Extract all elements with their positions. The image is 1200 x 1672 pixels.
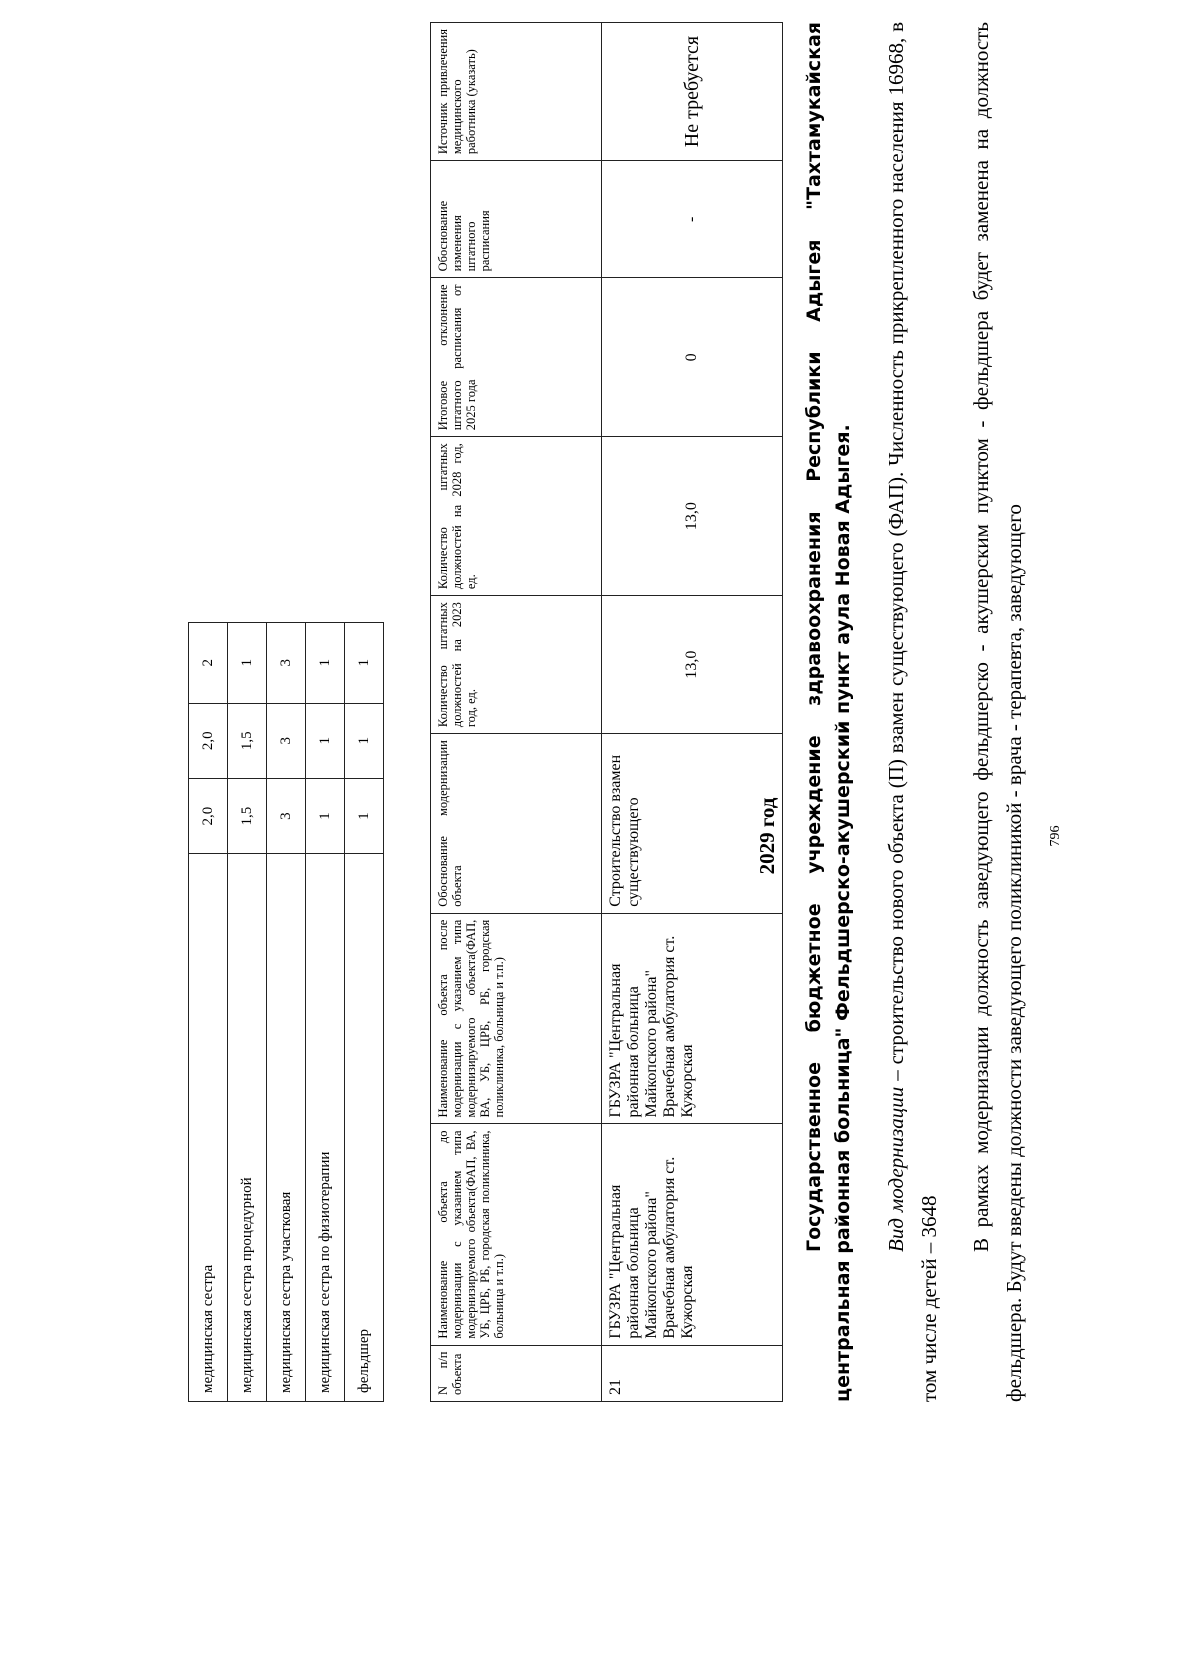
staff-value: 1: [306, 623, 345, 704]
staff-value: 2,0: [189, 703, 228, 778]
table-header-row: [431, 23, 602, 1402]
cell-source: Не требуется: [602, 23, 783, 161]
table-row: [306, 623, 345, 1402]
staff-value: 3: [267, 623, 306, 704]
modernization-type-text: – строительство нового объекта (П) взамен существующего (ФАП). Численность прикрепленного населения 16968, в том числе детей – 3648: [884, 21, 941, 1402]
header-reason: Обоснование изменения штатного расписания: [431, 161, 602, 278]
header-deviation: Итоговое отклонение штатного расписания от 2025 года: [431, 278, 602, 437]
modernization-type-paragraph: [880, 22, 945, 1402]
cell-after: ГБУЗРА "Центральная районная больница Майкопского района" Врачебная амбулатория ст. Кужорская: [602, 913, 783, 1124]
cell-before: ГБУЗРА "Центральная районная больница Майкопского района" Врачебная амбулатория ст. Кужорская: [602, 1124, 783, 1345]
staff-value: 3: [267, 778, 306, 853]
cell-reason: -: [602, 161, 783, 278]
staff-value: 1: [228, 623, 267, 704]
year-heading: 2029 год: [755, 797, 779, 875]
header-count-2028: Количество штатных должностей на 2028 год, ед.: [431, 437, 602, 596]
header-after: Наименование объекта после модернизации с указанием типа модернизируемого объекта(ФАП, ВА, УБ, ЦРБ, РБ, городская поликлиника, больница и т.п.): [431, 913, 602, 1124]
staff-value: 1: [345, 623, 384, 704]
staff-value: 1: [306, 703, 345, 778]
cell-deviation: 0: [602, 278, 783, 437]
staff-value: 1,5: [228, 703, 267, 778]
table-row: [228, 623, 267, 1402]
table-row: [345, 623, 384, 1402]
modernization-table: [430, 22, 783, 1402]
cell-count-2028: 13,0: [602, 437, 783, 596]
staff-position: медицинская сестра процедурной: [228, 854, 267, 1402]
table-row: [189, 623, 228, 1402]
header-before: Наименование объекта до модернизации с указанием типа модернизируемого объекта(ФАП, ВА, УБ, ЦРБ, РБ, городская поликлиника, больница и т.п.): [431, 1124, 602, 1345]
staff-position: медицинская сестра: [189, 854, 228, 1402]
staff-value: 3: [267, 703, 306, 778]
table-row: [267, 623, 306, 1402]
cell-count-2023: 13,0: [602, 596, 783, 734]
staff-position: медицинская сестра участковая: [267, 854, 306, 1402]
staff-value: 1,5: [228, 778, 267, 853]
header-source: Источник привлечения медицинского работника (указать): [431, 23, 602, 161]
cell-basis: Строительство взамен существующего: [602, 734, 783, 914]
staff-value: 1: [345, 703, 384, 778]
cell-n: 21: [602, 1345, 783, 1401]
page-number: 796: [1048, 825, 1063, 847]
modernization-type-label: Вид модернизации: [884, 1086, 908, 1252]
header-basis: Обоснование модернизации объекта: [431, 734, 602, 914]
staff-table: [188, 622, 384, 1402]
staff-value: 2: [189, 623, 228, 704]
staff-value: 1: [306, 778, 345, 853]
details-paragraph: В рамках модернизации должность заведующего фельдшерско - акушерским пунктом - фельдшера будет заменена на должность фельдшера. Будут введены должности заведующего поликлиникой - врача - терапевта, заведующего: [969, 22, 1026, 1402]
header-n: N п/п объекта: [431, 1345, 602, 1401]
staff-value: 2,0: [189, 778, 228, 853]
staff-value: 1: [345, 778, 384, 853]
staff-position: фельдшер: [345, 854, 384, 1402]
institution-title: Государственное бюджетное учреждение здравоохранения Республики Адыгея "Тахтамукайская центральная районная больница" Фельдшерско-акушерский пункт аула Новая Адыгея.: [803, 22, 854, 1402]
header-count-2023: Количество штатных должностей на 2023 год, ед.: [431, 596, 602, 734]
staff-position: медицинская сестра по физиотерапии: [306, 854, 345, 1402]
